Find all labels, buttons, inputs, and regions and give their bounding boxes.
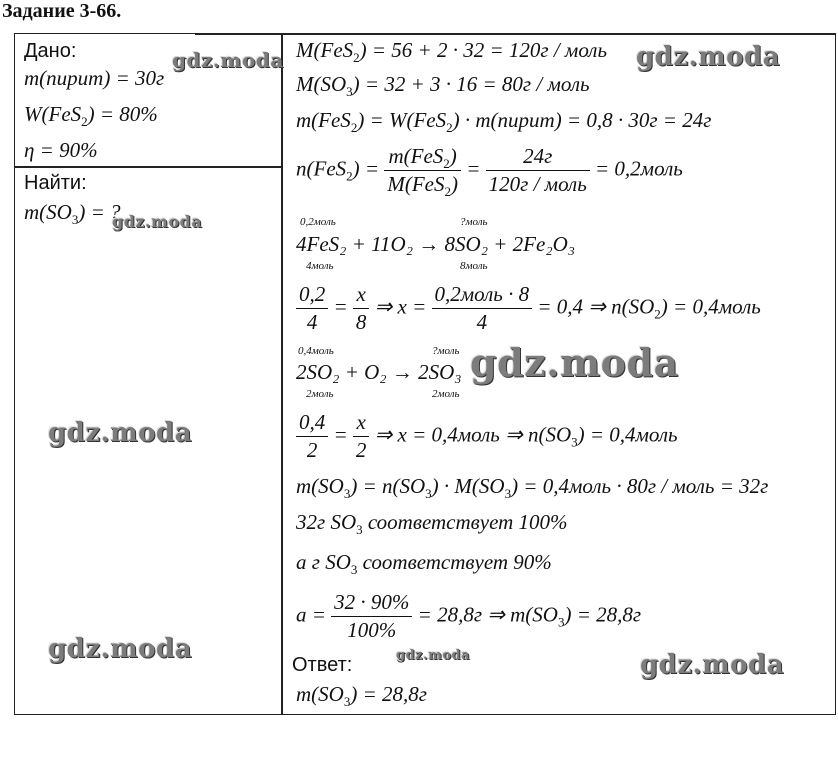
watermark: gdz.moda — [112, 212, 203, 231]
proportion2: $\frac{0,4}{2}$ = $\frac{x}{2}$ ⇒ x = 0,4моль ⇒ $n(SO_3)$ = 0,4моль — [296, 410, 678, 463]
moles-fes2-equation: n(FeS$_2$) = $\frac{m(FeS_2)}{M(FeS_2)}$ = $\frac{24г}{\text{120г / моль}}$ = 0,2моль — [296, 144, 683, 199]
molar-mass-so3: $M(SO_3) = 32 + 3 \cdot 16 = 80г$ / моль — [296, 72, 590, 99]
mass-so3-theoretical: $m(SO_3) = n(SO_3) \cdot M(SO_3)$ = 0,4моль · 80г / моль = 32г — [296, 474, 769, 501]
molar-mass-fes2: M(FeS$_2$) = 56 + 2 · 32 = 120г / моль — [296, 38, 608, 65]
find-mass-so3: $m(SO_3)$ = ? — [24, 200, 121, 227]
fraction-mass-over-molar-mass: $\frac{m(FeS_2)}{M(FeS_2)}$ — [384, 144, 461, 197]
watermark: gdz.moda — [48, 418, 193, 448]
answer-label: Ответ: — [292, 654, 353, 676]
watermark: gdz.moda — [636, 42, 781, 72]
proportion-line-90: а г $SO_3$ соответствует 90% — [296, 550, 552, 577]
given-mass-pyrite: m(пирит) = 30г — [24, 66, 165, 90]
reaction2-below-so2: 2моль — [306, 388, 334, 400]
watermark: gdz.moda — [48, 634, 193, 664]
reaction2-below-so3: 2моль — [432, 388, 460, 400]
watermark: gdz.moda — [470, 340, 679, 385]
reaction2-above-so2: 0,4моль — [298, 345, 334, 357]
watermark: gdz.moda — [172, 48, 284, 72]
reaction2-above-so3: ?моль — [432, 345, 460, 357]
given-yield: η = 90% — [24, 138, 98, 162]
reaction2-equation: 2SO₂ + O₂ → 2SO₃ — [296, 360, 462, 384]
given-mass-fraction: W(FeS$_2$) = 80% — [24, 102, 158, 129]
fraction-values: $\frac{24г}{\text{120г / моль}}$ — [486, 144, 590, 197]
table-top-border — [195, 33, 836, 35]
watermark: gdz.moda — [396, 648, 471, 663]
reaction1-below-fes2: 4моль — [306, 260, 334, 272]
given-find-divider — [14, 166, 282, 168]
answer-value: $m(SO_3) = 28,8г$ — [296, 682, 427, 709]
proportion-line-100: 32г $SO_3$ соответствует 100% — [296, 510, 568, 537]
task-title: Задание 3-66. — [2, 0, 122, 22]
reaction1-above-fes2: 0,2моль — [300, 216, 336, 228]
reaction1-equation: 4FeS₂ + 11O₂ → 8SO₂ + 2Fe₂O₃ — [296, 232, 576, 256]
reaction1-below-so2: 8моль — [460, 260, 488, 272]
final-calculation: а = $\frac{32 \cdot 90\%}{100\%}$ = 28,8г ⇒ $m(SO_3) = 28,8г$ — [296, 590, 642, 642]
proportion1: $\frac{0,2}{4}$ = $\frac{x}{8}$ ⇒ x = $\frac{\text{0,2моль · 8}}{4}$ = 0,4 ⇒ $n(SO_2)$ = 0,4моль — [296, 282, 761, 335]
column-divider — [281, 33, 283, 715]
reaction1-above-so2: ?моль — [460, 216, 488, 228]
mass-fes2: m(FeS$_2$) = W(FeS$_2$) · m(пирит) = 0,8 · 30г = 24г — [296, 108, 712, 135]
watermark: gdz.moda — [640, 650, 785, 680]
given-header: Дано: — [24, 40, 77, 62]
find-header: Найти: — [24, 172, 87, 194]
